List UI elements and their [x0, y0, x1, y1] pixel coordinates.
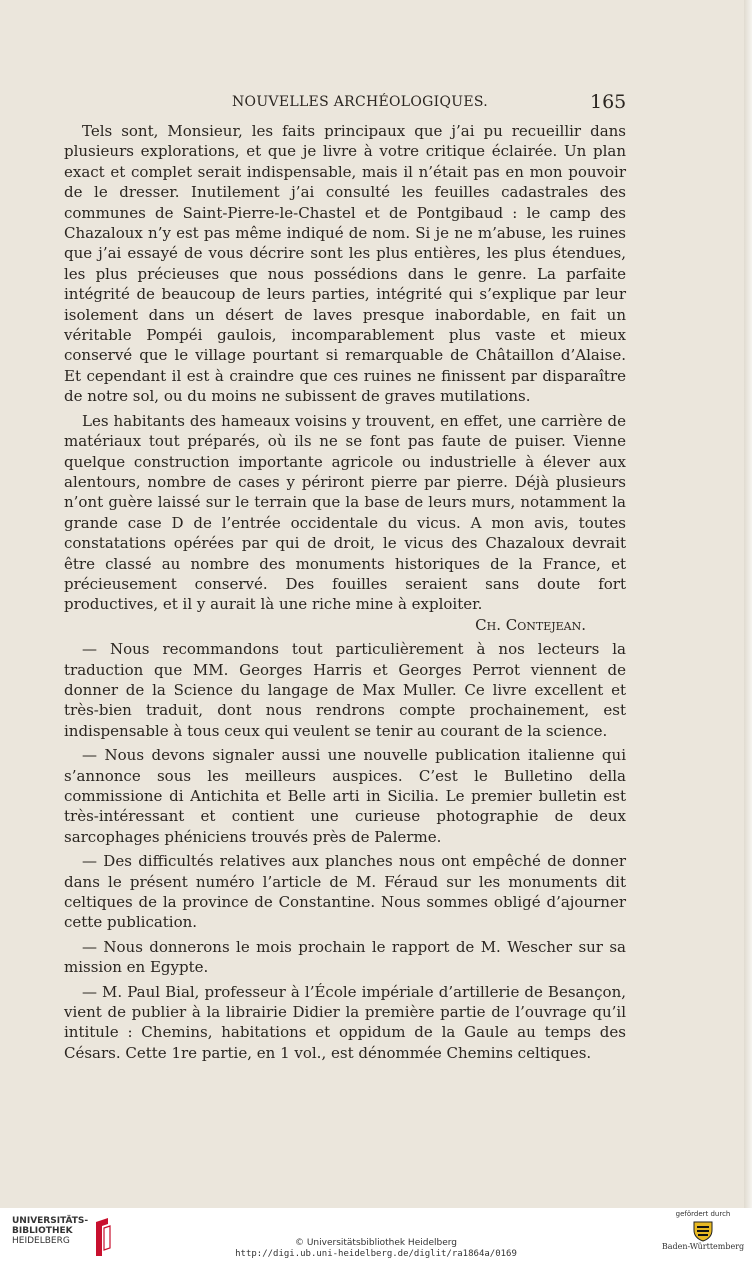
logo-line-3: HEIDELBERG	[12, 1236, 70, 1246]
author-signature: Ch. Contejean.	[475, 615, 586, 634]
page-edge	[744, 0, 752, 1208]
state-crest-icon	[691, 1220, 715, 1242]
sponsor-state: Baden-Württemberg	[661, 1242, 745, 1251]
logo-line-1: UNIVERSITÄTS-	[12, 1216, 89, 1226]
paragraph-6: — Nous donnerons le mois prochain le rapport de M. Wescher sur sa mission en Egypte.	[64, 937, 626, 977]
paragraph-4: — Nous devons signaler aussi une nouvelle publication italienne qui s’annonce sous les meilleurs auspices. C’est le Bulletino della commissione di Antichita et Belle arti in Sicilia. Le premier bulletin est très-intéressant et contient une curieuse photographie de deux sarcophages phéniciens trouvés près de Palerme.	[64, 746, 626, 846]
text-block	[64, 121, 626, 1067]
running-head	[0, 91, 752, 114]
paragraph-5: — Des difficultés relatives aux planches nous ont empêché de donner dans le présent numéro l’article de M. Féraud sur les monuments dit celtiques de la province de Constantine. Nous sommes obligé d’ajourner cette publication.	[64, 852, 626, 932]
sponsor-block	[660, 1210, 746, 1260]
paragraph-2	[64, 411, 626, 635]
paragraph-2-text: Les habitants des hameaux voisins y trouvent, en effet, une carrière de matériaux tout préparés, où ils ne se font pas faute de puiser. Vienne quelque construction importante agricole ou industrielle à élever aux alentours, nombre de cases y périront pierre par pierre. Déjà plusieurs n’ont guère laissé sur le terrain que la base de leurs murs, notamment la grande case D de l’entrée occidentale du vicus. A mon avis, toutes constatations opérées par qui de droit, le vicus des Chazaloux devrait être classé au nombre des monuments historiques de la France, et précieusement conservé. Des fouilles seraient sans doute fort productives, et il y aurait là une riche mine à exploiter.	[64, 411, 626, 614]
running-title: NOUVELLES ARCHÉOLOGIQUES.	[232, 94, 489, 110]
footer	[0, 1208, 752, 1262]
paragraph-7: — M. Paul Bial, professeur à l’École impériale d’artillerie de Besançon, vient de publier à la librairie Didier la première partie de l’ouvrage qu’il intitule : Chemins, habitations et oppidum de la Gaule au temps des Césars. Cette 1re partie, en 1 vol., est dénommée Chemins celtiques.	[64, 982, 626, 1062]
copyright-notice: © Universitätsbibliothek Heidelberg	[294, 1238, 457, 1248]
permalink-url[interactable]: http://digi.ub.uni-heidelberg.de/diglit/ra1864a/0169	[235, 1249, 517, 1259]
paragraph-1: Tels sont, Monsieur, les faits principaux que j’ai pu recueillir dans plusieurs explorations, et que je livre à votre critique éclairée. Un plan exact et complet serait indispensable, mais il n’était pas en mon pouvoir de le dresser. Inutilement j’ai consulté les feuilles cadastrales des communes de Saint-Pierre-le-Chastel et de Pontgibaud : le camp des Chazaloux n’y est pas même indiqué de nom. Si je ne m’abuse, les ruines que j’ai essayé de vous décrire sont les plus entières, les plus étendues, les plus précieuses que nous possédions dans le genre. La parfaite intégrité de beaucoup de leurs parties, intégrité qui s’explique par leur isolement dans un désert de laves presque inabordable, en fait un véritable Pompéi gaulois, incomparablement plus vaste et mieux conservé que le village pourtant si remarquable de Châtaillon d’Alaise. Et cependant il est à craindre que ces ruines ne finissent par disparaître de notre sol, ou du moins ne subissent de graves mutilations.	[64, 122, 626, 406]
paragraph-3: — Nous recommandons tout particulièrement à nos lecteurs la traduction que MM. Georges Harris et Georges Perrot viennent de donner de la Science du langage de Max Muller. Ce livre excellent et très-bien traduit, dont nous rendrons compte prochainement, est indispensable à tous ceux qui veulent se tenir au courant de la science.	[64, 640, 626, 740]
logo-line-2: BIBLIOTHEK	[12, 1226, 73, 1236]
page-number: 165	[590, 91, 627, 113]
sponsor-label: gefördert durch	[675, 1210, 731, 1218]
